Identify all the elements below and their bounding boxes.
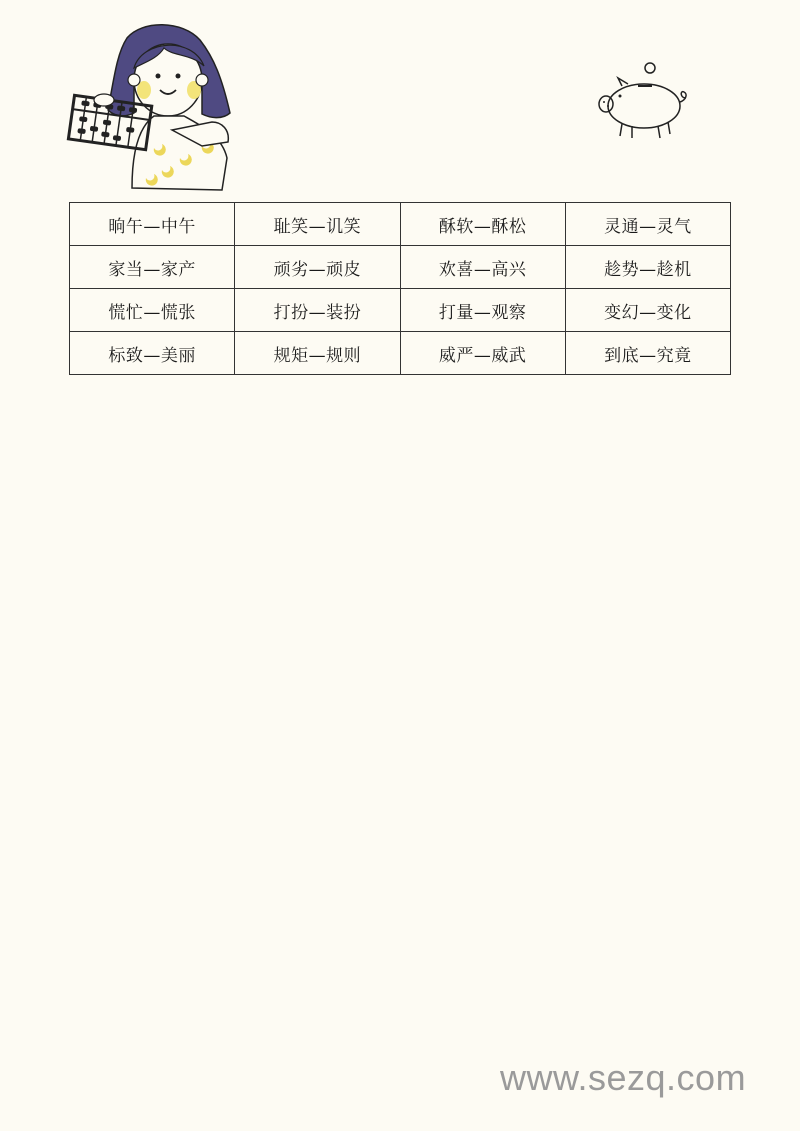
word-pair-cell: 晌午—中午 <box>70 203 235 246</box>
word-pair-cell: 趁势—趁机 <box>565 246 730 289</box>
word-pair-cell: 标致—美丽 <box>70 332 235 375</box>
word-pair-cell: 打扮—装扮 <box>235 289 400 332</box>
girl-with-abacus-illustration <box>62 18 237 193</box>
word-pairs-table <box>69 202 731 375</box>
watermark-url: www.sezq.com <box>500 1057 747 1098</box>
word-pair-cell: 欢喜—高兴 <box>400 246 565 289</box>
word-pair-cell: 威严—威武 <box>400 332 565 375</box>
word-pair-cell: 规矩—规则 <box>235 332 400 375</box>
piggy-bank-icon <box>592 58 692 143</box>
table-row <box>70 246 731 289</box>
word-pair-cell: 家当—家产 <box>70 246 235 289</box>
word-pair-cell: 酥软—酥松 <box>400 203 565 246</box>
word-pair-cell: 慌忙—慌张 <box>70 289 235 332</box>
word-pair-cell: 打量—观察 <box>400 289 565 332</box>
word-pair-cell: 顽劣—顽皮 <box>235 246 400 289</box>
word-pair-cell: 变幻—变化 <box>565 289 730 332</box>
table-row <box>70 203 731 246</box>
word-pair-cell: 耻笑—讥笑 <box>235 203 400 246</box>
word-pair-cell: 灵通—灵气 <box>565 203 730 246</box>
table-row <box>70 289 731 332</box>
word-pair-cell: 到底—究竟 <box>565 332 730 375</box>
table-row <box>70 332 731 375</box>
